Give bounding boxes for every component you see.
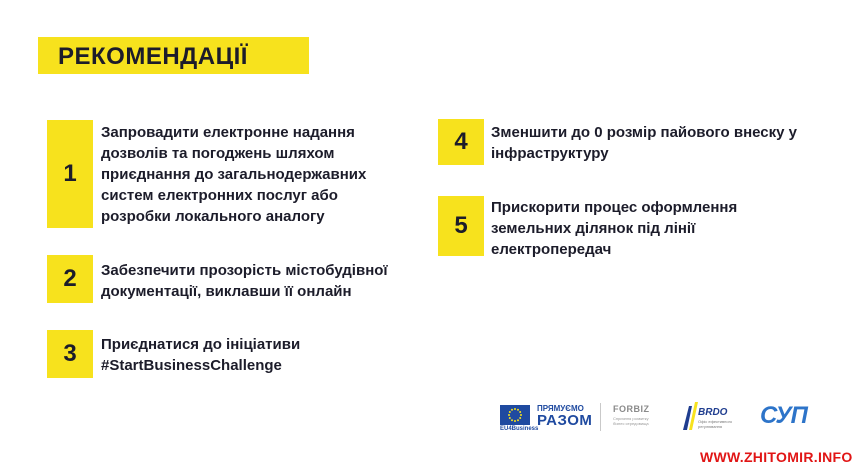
recommendation-number-2	[47, 255, 93, 303]
recommendation-text-2: Забезпечити прозорість містобудівної документації, виклавши її онлайн	[101, 262, 388, 300]
recommendation-text-4: Зменшити до 0 розмір пайового внеску у інфраструктуру	[491, 124, 797, 162]
forbiz-logo: FORBIZ	[613, 404, 650, 414]
recommendation-number-1	[47, 120, 93, 228]
recommendation-text-3: Приєднатися до ініціативи #StartBusinessChallenge	[101, 336, 301, 374]
recommendation-number-label: 1	[63, 160, 77, 187]
recommendation-number-4	[438, 119, 484, 165]
recommendation-number-label: 5	[454, 212, 468, 239]
recommendation-number-3	[47, 330, 93, 378]
brdo-logo: BRDO	[698, 407, 728, 418]
logo-divider	[600, 403, 601, 431]
eu4business-label: EU4Business	[500, 426, 539, 432]
recommendation-number-label: 4	[454, 128, 468, 155]
brdo-subtitle: Офіс ефективного регулювання	[698, 419, 733, 429]
recommendation-text-1: Запровадити електронне надання дозволів та погоджень шляхом приєднання до загальнодержавних систем електронних послуг або розробки локального аналогу	[101, 124, 367, 225]
page-title: РЕКОМЕНДАЦІЇ	[58, 43, 248, 70]
recommendation-number-5	[438, 196, 484, 256]
forbiz-subtitle: Сприяння розвитку бізнес середовища	[613, 416, 649, 426]
recommendation-number-label: 3	[63, 340, 77, 367]
site-watermark: WWW.ZHITOMIR.INFO	[700, 449, 853, 465]
recommendation-text-5: Прискорити процес оформлення земельних ділянок під лінії електропередач	[491, 199, 738, 258]
sup-logo: СУП	[760, 402, 807, 429]
recommendation-number-label: 2	[63, 265, 77, 292]
eu-flag-icon	[500, 405, 530, 425]
title-banner	[38, 37, 309, 74]
razom-logo-top: ПРЯМУЄМО	[537, 404, 584, 413]
brdo-mark-icon	[681, 400, 699, 437]
razom-logo: РАЗОМ	[537, 412, 593, 429]
